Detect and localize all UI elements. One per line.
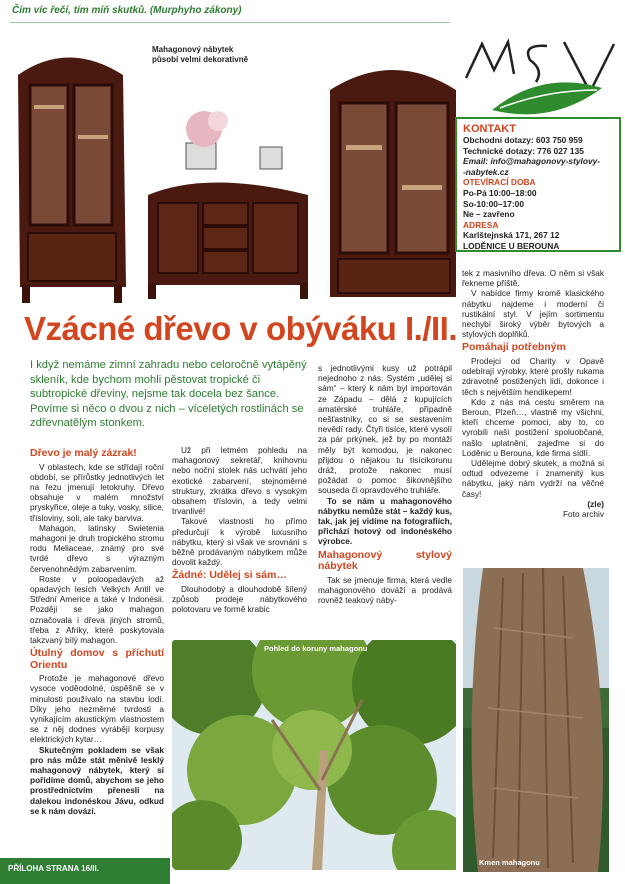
address-line: LODĚNICE U BEROUNA [463, 240, 560, 251]
photo-caption: Kmen mahagonu [479, 858, 540, 867]
contact-title: KONTAKT [463, 123, 516, 135]
canopy-photo [172, 640, 456, 870]
paragraph: Protože je mahagonové dřevo vysoce voděodolné, úspěšně se v minulosti používalo na stavbu lodí. Díky jeho nezměrné tvrdosti a vynikajícím akustickým vlastnostem se z něj dodnes vyrábějí korpusy elektrických kytar… [30, 673, 164, 745]
address-line: Karlštejnská 171, 267 12 [463, 230, 560, 241]
paragraph: Tak se jmenuje firma, která vedle mahagonového dováží a prodává rovněž teakový náby- [318, 574, 452, 606]
right-cabinet [330, 70, 456, 297]
logo-text: MSN [452, 30, 455, 31]
left-cabinet [18, 58, 126, 304]
footer-bar [0, 858, 170, 884]
column-3 [318, 363, 452, 605]
company-logo [452, 30, 622, 125]
paragraph: V nabídce firmy kromě klasického nábytku najdeme i moderní či rustikální styl. V jejím sortimentu nechybí široký výběr bytových a stylových doplňků. [462, 288, 604, 340]
contact-email-cont[interactable]: -nabytek.cz [463, 166, 509, 177]
subheading: Pomáhají potřebným [462, 341, 566, 354]
paragraph: tek z masivního dřeva. O něm si však řekneme příště. [462, 268, 604, 289]
subheading: Žádné: Udělej si sám… [172, 569, 287, 582]
paragraph: Takové vlastnosti ho přímo předurčují k výrobě luxusního nábytku, který si však ve srovnání s běžně prodávaným nábytkem může dovolit každý. [172, 516, 307, 568]
contact-box [455, 117, 621, 252]
contact-line: Obchodní dotazy: 603 750 959 [463, 135, 583, 145]
paragraph: Mahagon, latinsky Swietenia mahagoni je druh tropického stromu rodu Meliaceae, známý pro své tvrdé dřevo s výrazným červenohnědým zabarvením. [30, 522, 164, 574]
photo-credit: Foto archiv [562, 508, 604, 519]
address-title: ADRESA [463, 219, 499, 230]
paragraph: Skutečným pokladem se však pro nás může stát měnivě lesklý mahagonový nábytek, který si pořídíme domů, abychom se jeho prostřednictvím přenesli na dalekou indonéskou Jávu, odkud se k nám dovází. [30, 744, 164, 816]
photo-caption: Pohled do koruny mahagonu [264, 644, 368, 653]
column-4 [462, 268, 604, 519]
hours-title: OTEVÍRACÍ DOBA [463, 177, 536, 188]
top-rule [10, 22, 450, 23]
article-lead: I když nemáme zimní zahradu nebo celoročně vytápěný skleník, kde bychom mohli pěstovat tropické či subtropické dřeviny, nejsme tak docela bez šance. Povíme si něco o dvou z nich – víceletých rostlinách se zdřevnatělým stonkem. [30, 359, 307, 429]
hours-line: Po-Pá 10:00–18:00 [463, 187, 537, 198]
canopy-image [172, 640, 456, 870]
contact-line: Technické dotazy: 776 027 135 [463, 145, 584, 156]
paragraph: s jednotlivými kusy už potrápil nejednoho z nás. Systém „udělej si sám“ – který k nám byl importován ze Západu – dělá z kupujících amatérské truhláře, případně nešťastníky, co si se sestavením nevědí rady. Čtyři tisíce, které vysolí za pár prkýnek, jež by po montáži měly být komodou, je nakonec přijdou o nějakou tu tisícikorunu dráž, protože nakonec musí požádat o pomoc šikovnějšího souseda či opravdového truhláře. [318, 363, 452, 496]
paragraph: Udělejme dobrý skutek, a možná si odtud odvezeme i znamenitý kus nábytku, jaký nám vydrží na věčné časy! [462, 457, 604, 499]
furniture-caption: Mahagonový nábytek působí velmi dekorativně [152, 45, 249, 64]
trunk-photo [463, 568, 609, 872]
paragraph: Dlouhodobý a dlouhodobě šílený způsob prodeje nábytkového polotovaru ve formě krabic [172, 583, 307, 615]
paragraph: Už při letmém pohledu na mahagonový sekretář, knihovnu nebo noční stolek nás uchvátí jeho exotické zabarvení, stejnoměrné struktury, zkrátka dřevo s vysokým obsahem tříslovin, a tedy velmi trvanlivé! [172, 445, 307, 517]
hours-line: So-10:00–17:00 [463, 198, 524, 209]
article-title: Vzácné dřevo v obýváku I./II. [24, 310, 458, 347]
trunk-image [463, 568, 609, 872]
paragraph: Roste v poloopadavých až opadavých lesích Velkých Antil ve Střední Americe a také v Indonésii. Později se jako mahagon označovala i dřeva jiných stromů, třeba z Afriky, které poskytovala takzvaný bílý mahagon. [30, 573, 164, 645]
signature: (zle) [587, 498, 604, 509]
paragraph: Prodejci od Charity v Opavě odebírají výrobky, které prošly rukama zdravotně postižených lidí, dokonce i těch s největším hendikepem! [462, 355, 604, 397]
contact-email[interactable]: Email: info@mahagonovy-stylovy- [463, 156, 601, 167]
paragraph: Kdo z nás má cestu směrem na Beroun, Plzeň…, vlastně my všichni, kteří chceme pomoci, aby to, co vyrobili naši postižení spoluobčané, našlo uplatnění, zajeďme si do Loděnic u Berouna, kde firma sídlí. [462, 396, 604, 458]
subheading: Útulný domov s příchutí Orientu [30, 647, 164, 671]
paragraph: To se nám u mahagonového nábytku nemůže stát – každý kus, tak, jak jej vidíme na fotografiích, přichází hotový od indonéského výrobce. [318, 495, 452, 547]
paragraph: V oblastech, kde se střídají roční období, se přírůstky jednotlivých let na řezu jmenují letokruhy. Dřevo obsahuje v malém množství pryskyřice, oleje a tuky, vosky, silice, třísloviny, soli, ale taky barviva. [30, 461, 164, 523]
hours-line: Ne – zavřeno [463, 209, 515, 220]
column-2 [172, 445, 307, 615]
footer-label: PŘÍLOHA STRANA 16/II. [8, 864, 99, 873]
subheading: Mahagonový stylový nábytek [318, 548, 452, 573]
motto: Čím víc řečí, tím míň skutků. (Murphyho zákony) [12, 5, 242, 16]
furniture-photo [8, 35, 460, 313]
column-1 [30, 445, 164, 816]
subheading: Dřevo je malý zázrak! [30, 447, 137, 459]
